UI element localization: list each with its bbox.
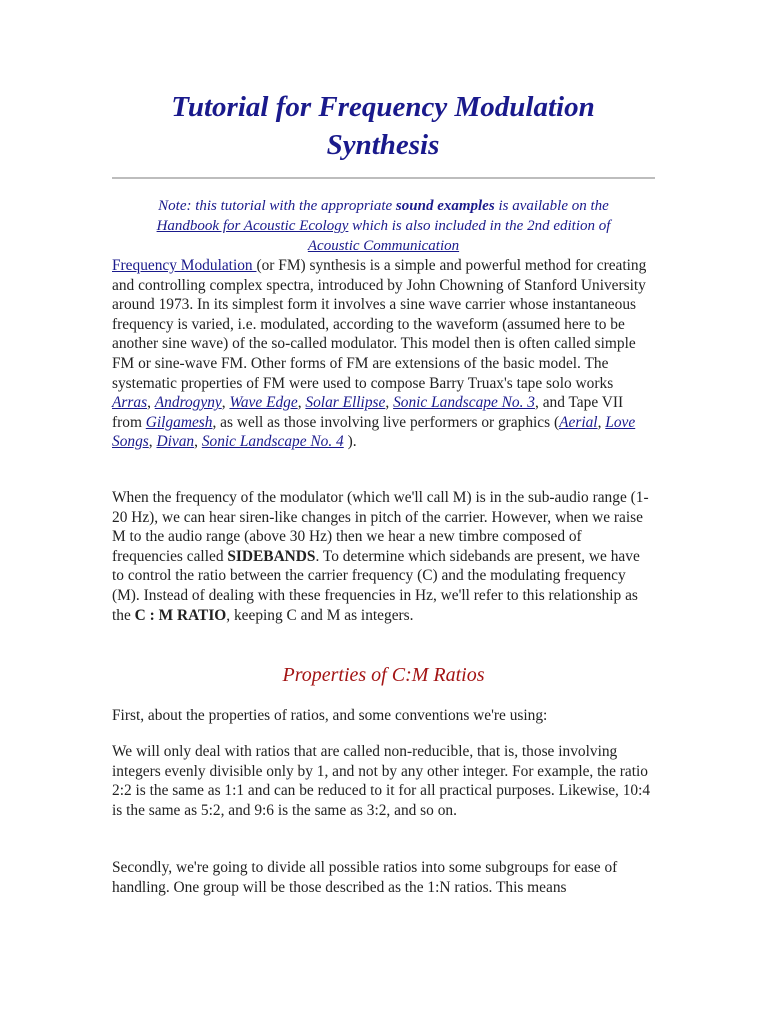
work-link-sonic-landscape-4[interactable]: Sonic Landscape No. 4 bbox=[201, 433, 344, 451]
section-heading: Properties of C:M Ratios bbox=[282, 664, 485, 686]
work-link-gilgamesh[interactable]: Gilgamesh bbox=[145, 413, 213, 431]
paragraph-non-reducible: We will only deal with ratios that are called non-reducible, that is, those involving integers evenly divisible only by 1, and not by any other integer. For example, the ratio 2:2 is the same as 1:1 and can be reduced to it for all practical purposes. Likewise, 10:4 is the same as 5:2, and 9:6 is the same as 3:2, and so on. bbox=[112, 743, 651, 819]
work-link-aerial[interactable]: Aerial bbox=[559, 413, 598, 431]
paragraph-intro: Frequency Modulation (or FM) synthesis is a simple and powerful method for creating and controlling complex spectra, introduced by John Chowning of Stanford University around 1973. In its simplest form it involves a sine wave carrier whose instantaneous frequency is varied, i.e. modulated, according to the waveform (assumed here to be another sine wave) of the so-called modulator. This model then is often called simple FM or sine-wave FM. Other forms of FM are extensions of the basic model. The systematic properties of FM were used to compose Barry Truax's tape solo works Arras, Androgyny, Wave Edge, Solar Ellipse, Sonic Landscape No. 3, and Tape VII from Gilgamesh, as well as those involving live performers or graphics (Aerial, Love Songs, Divan, Sonic Landscape No. 4 ). bbox=[112, 257, 647, 451]
paragraph-text: . To determine which sidebands are present, we have to control the ratio between the carrier frequency (C) and the modulating frequency (M). Instead of dealing with these frequencies in Hz, we'll refer to this relationship as the bbox=[112, 547, 640, 624]
work-link-sonic-landscape-3[interactable]: Sonic Landscape No. 3 bbox=[393, 394, 535, 412]
work-link-love-songs[interactable]: Love Songs bbox=[112, 413, 636, 451]
paragraph-text: When the frequency of the modulator (which we'll call M) is in the sub-audio range (1-20 Hz), we can hear siren-like changes in pitch of the carrier. However, when we raise M to the audio range (above 30 Hz) then we hear a new timbre composed of frequencies called bbox=[112, 489, 649, 565]
note-text: Note: this tutorial with the appropriate bbox=[158, 198, 396, 214]
handbook-link[interactable]: Handbook for Acoustic Ecology bbox=[156, 218, 349, 234]
paragraph-properties: First, about the properties of ratios, and some conventions we're using: bbox=[112, 707, 548, 724]
paragraph-text: (or FM) synthesis is a simple and powerful method for creating and controlling complex spectra, introduced by John Chowning of Stanford University around 1973. In its simplest form it involves a sine wave carrier whose instantaneous frequency is varied, i.e. modulated, according to the waveform (assumed here to be another sine wave) of the so-called modulator. This model then is often called simple FM or sine-wave FM. Other forms of FM are extensions of the basic model. The systematic properties of FM were used to compose Barry Truax's tape solo works bbox=[112, 257, 647, 392]
work-link-divan[interactable]: Divan bbox=[156, 433, 195, 451]
note-bold-text: sound examples bbox=[395, 198, 495, 214]
page-title: Tutorial for Frequency Modulation Synthesis bbox=[171, 91, 595, 161]
tutorial-note bbox=[112, 196, 655, 256]
horizontal-rule bbox=[112, 177, 655, 179]
paragraph-text: , and Tape VII from bbox=[112, 394, 624, 431]
work-link-solar-ellipse[interactable]: Solar Ellipse bbox=[305, 394, 386, 412]
note-text: which is also included in the 2nd edition of bbox=[348, 218, 611, 234]
work-link-wave-edge[interactable]: Wave Edge bbox=[229, 394, 298, 412]
note-text: is available on the bbox=[494, 198, 609, 214]
paragraph-text: , as well as those involving live performers or graphics ( bbox=[212, 413, 560, 431]
paragraph-sidebands bbox=[112, 488, 655, 625]
acoustic-communication-link[interactable]: Acoustic Communication bbox=[307, 238, 460, 254]
work-link-arras[interactable]: Arras bbox=[112, 394, 148, 412]
paragraph-text: , keeping C and M as integers. bbox=[226, 606, 414, 624]
cm-ratio-term: C : M RATIO bbox=[134, 606, 227, 624]
paragraph-text: ). bbox=[343, 433, 357, 451]
frequency-modulation-link[interactable]: Frequency Modulation bbox=[112, 257, 257, 274]
sidebands-term: SIDEBANDS bbox=[227, 547, 316, 565]
work-link-androgyny[interactable]: Androgyny bbox=[154, 394, 222, 412]
paragraph-subgroups: Secondly, we're going to divide all possible ratios into some subgroups for ease of handling. One group will be those described as the 1:N ratios. This means bbox=[112, 859, 618, 896]
